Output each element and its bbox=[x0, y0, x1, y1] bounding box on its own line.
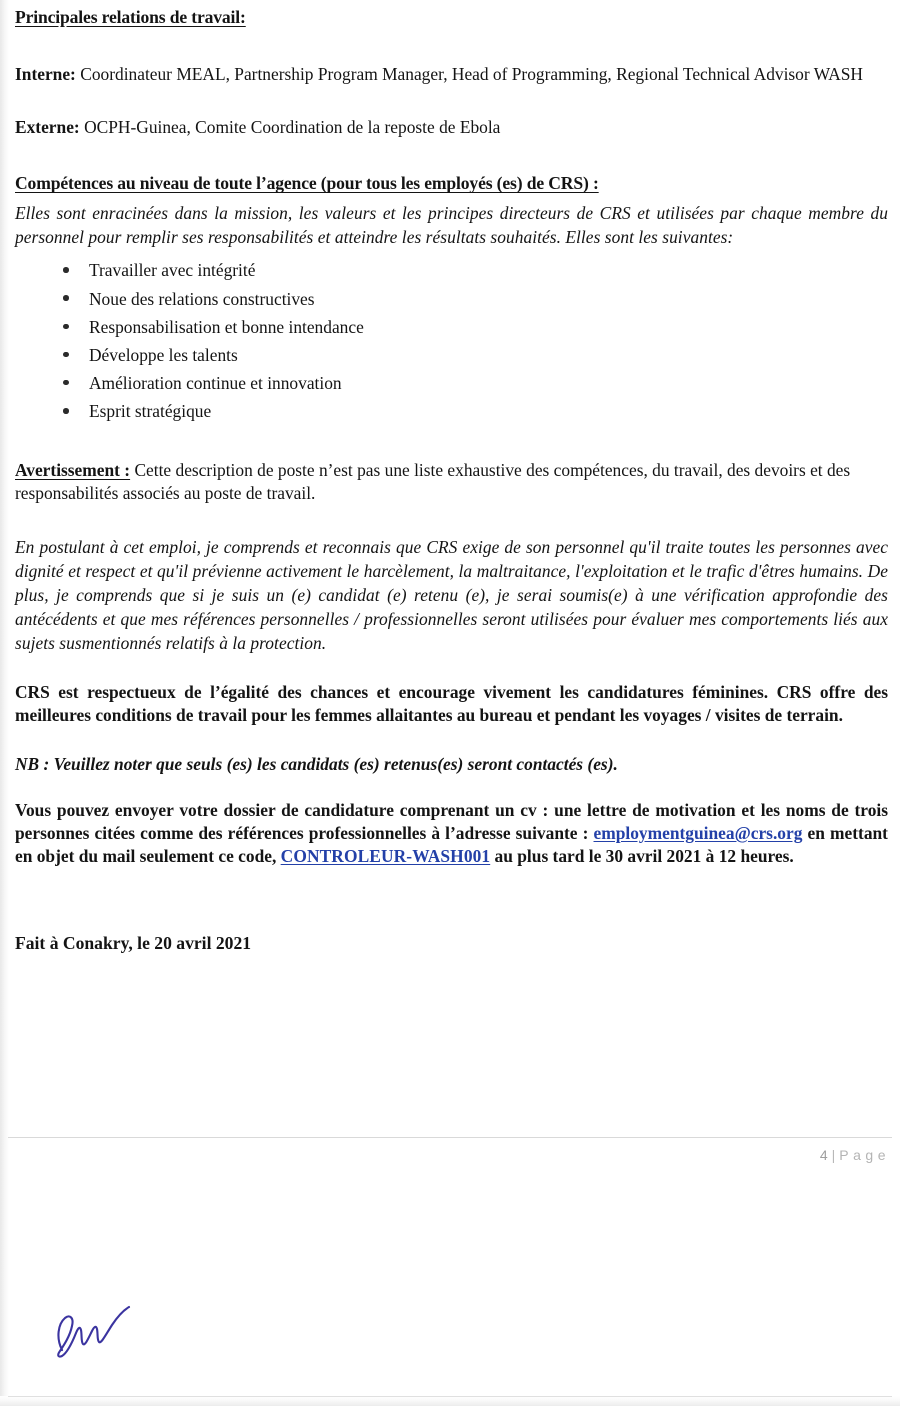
bullet-icon bbox=[63, 380, 69, 386]
competency-label: Développe les talents bbox=[89, 344, 238, 365]
disclaimer-text: Cette description de poste n’est pas une liste exhaustive des compétences, du travail, des devoirs et des responsabilités associés au poste de travail. bbox=[15, 460, 851, 504]
bullet-icon bbox=[63, 295, 69, 301]
internal-relations-paragraph bbox=[15, 63, 888, 86]
list-item bbox=[15, 369, 888, 397]
footer-page-word: Page bbox=[839, 1147, 890, 1163]
list-item bbox=[15, 313, 888, 341]
bullet-icon bbox=[63, 352, 69, 358]
document-body bbox=[15, 6, 888, 955]
disclaimer-label: Avertissement : bbox=[15, 460, 131, 481]
internal-relations-value: Coordinateur MEAL, Partnership Program Manager, Head of Programming, Regional Technical Advisor WASH bbox=[80, 63, 863, 84]
application-text-part2: en mettant en objet du mail seulement ce code, bbox=[15, 822, 888, 866]
application-text-part3: au plus tard le 30 avril 2021 à 12 heures. bbox=[490, 845, 794, 866]
acknowledgement-paragraph: En postulant à cet emploi, je comprends et reconnais que CRS exige de son personnel qu'il traite toutes les personnes avec dignité et respect et qu'il prévienne activement le harcèlement, la maltraitance, l'exploitation et le trafic d'êtres humains. De plus, je comprends que si je suis un (e) candidat (e) retenu (e), je serai soumis(e) à une vérification approfondie des antécédents et que mes références personnelles / professionnelles seront utilisées pour évaluer mes comportements liés aux sujets susmentionnés relatifs à la protection. bbox=[15, 537, 888, 654]
scan-edge-bottom-line bbox=[8, 1396, 892, 1397]
external-relations-value: OCPH-Guinea, Comite Coordination de la reposte de Ebola bbox=[84, 116, 501, 137]
footer-page-number-value: 4 bbox=[819, 1147, 828, 1163]
competency-label: Amélioration continue et innovation bbox=[89, 373, 342, 394]
scan-edge-left bbox=[0, 0, 9, 1406]
competency-label: Noue des relations constructives bbox=[89, 288, 315, 309]
application-paragraph bbox=[15, 799, 888, 868]
bullet-icon bbox=[63, 408, 69, 414]
competency-label: Travailler avec intégrité bbox=[89, 260, 256, 281]
competency-list bbox=[15, 256, 888, 425]
footer-separator: | bbox=[831, 1147, 836, 1163]
disclaimer-paragraph bbox=[15, 459, 888, 505]
list-item bbox=[15, 397, 888, 425]
footer-page-number bbox=[820, 1146, 890, 1164]
closing-line: Fait à Conakry, le 20 avril 2021 bbox=[15, 932, 252, 953]
list-item bbox=[15, 341, 888, 369]
equal-opportunity-paragraph: CRS est respectueux de l’égalité des chances et encourage vivement les candidatures féminines. CRS offre des meilleures conditions de travail pour les femmes allaitantes au bureau et pendant les voyages / visites de terrain. bbox=[15, 682, 888, 726]
application-text-part1: Vous pouvez envoyer votre dossier de candidature comprenant un cv : une lettre de motivation et les noms de trois personnes citées comme des références professionnelles à l’adresse suivante : bbox=[15, 799, 888, 843]
bullet-icon bbox=[63, 267, 69, 273]
handwritten-signature bbox=[34, 1288, 154, 1368]
section-heading-competencies: Compétences au niveau de toute l’agence (pour tous les employés (es) de CRS) : bbox=[15, 173, 599, 194]
competency-label: Esprit stratégique bbox=[89, 401, 212, 422]
footer-divider bbox=[8, 1137, 892, 1138]
section-heading-relations: Principales relations de travail: bbox=[15, 7, 246, 27]
internal-relations-label: Interne: bbox=[15, 63, 76, 84]
scan-edge-bottom bbox=[0, 1396, 900, 1406]
note-paragraph: NB : Veuillez noter que seuls (es) les candidats (es) retenus(es) seront contactés (es). bbox=[15, 754, 618, 775]
application-email-link[interactable]: employmentguinea@crs.org bbox=[593, 822, 803, 843]
competencies-intro: Elles sont enracinées dans la mission, les valeurs et les principes directeurs de CRS et utilisées par chaque membre du personnel pour remplir ses responsabilités et atteindre les résultats souhaités. Elles sont les suivantes: bbox=[15, 203, 888, 248]
application-code-link[interactable]: CONTROLEUR-WASH001 bbox=[280, 845, 491, 866]
list-item bbox=[15, 256, 888, 284]
external-relations-label: Externe: bbox=[15, 116, 80, 137]
bullet-icon bbox=[63, 324, 69, 330]
list-item bbox=[15, 285, 888, 313]
competency-label: Responsabilisation et bonne intendance bbox=[89, 316, 364, 337]
signature-ink-icon bbox=[34, 1288, 154, 1368]
external-relations-paragraph bbox=[15, 116, 888, 139]
